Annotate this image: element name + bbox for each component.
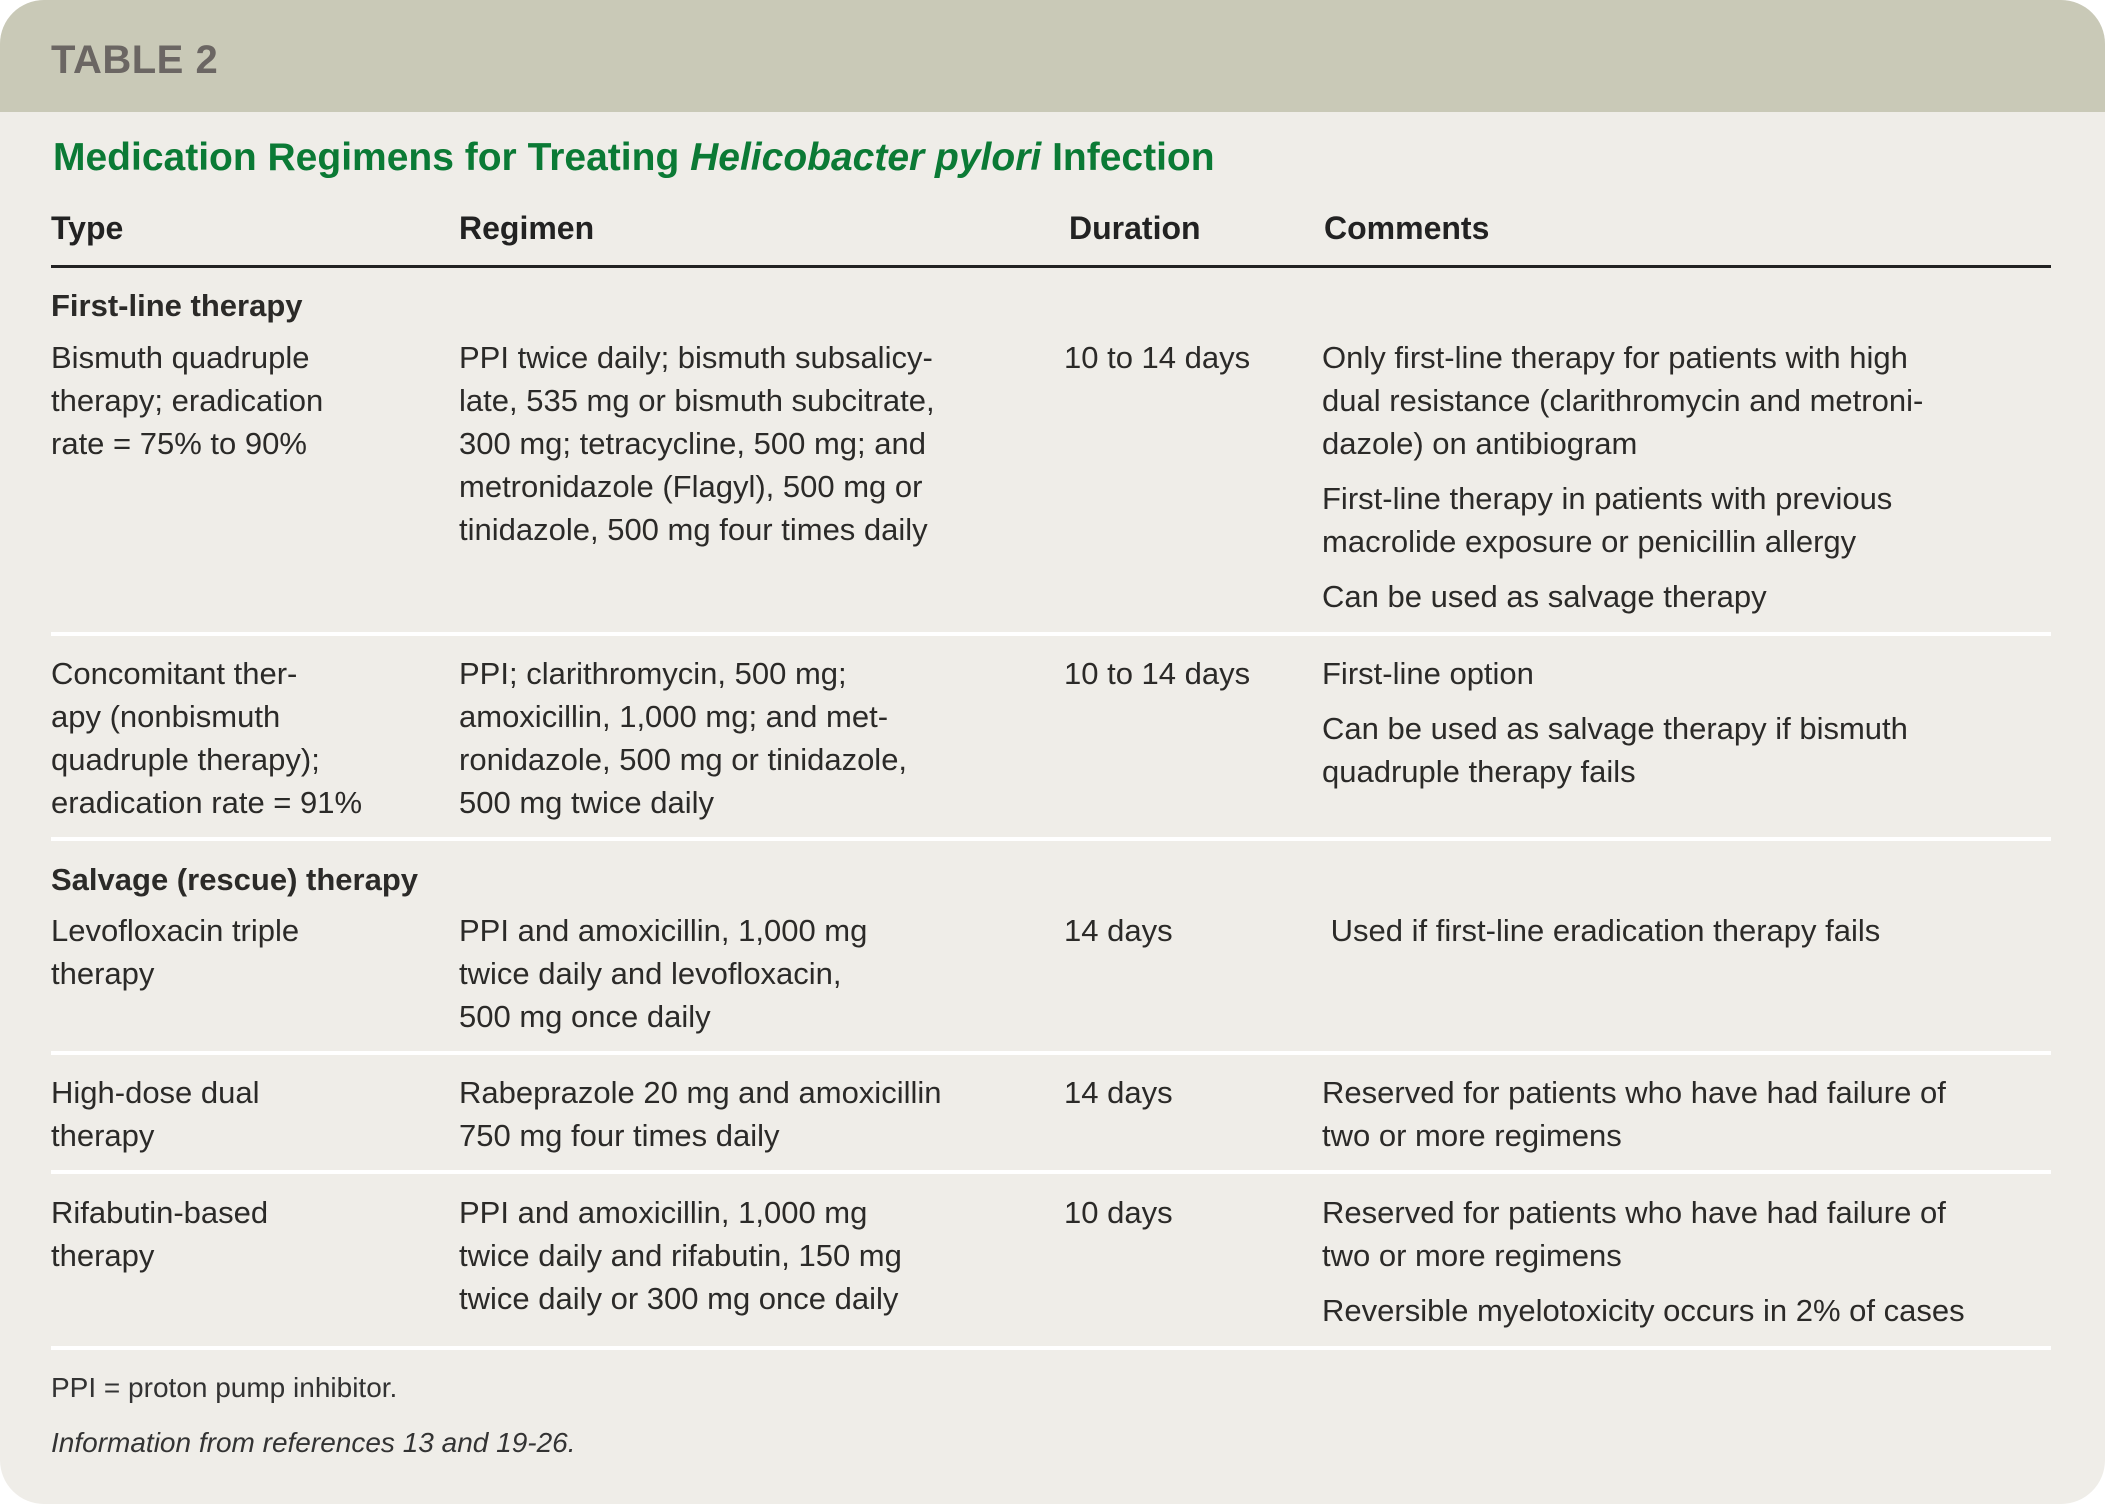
cell-comments bbox=[1322, 909, 1880, 952]
section-label: First-line therapy bbox=[51, 288, 303, 323]
row-divider bbox=[51, 632, 2051, 636]
text-line: therapy; eradication bbox=[51, 383, 324, 418]
text-line: eradication rate = 91% bbox=[51, 785, 363, 820]
cell-type bbox=[51, 1071, 260, 1157]
text-line: 14 days bbox=[1064, 913, 1173, 948]
text-line: High-dose dual bbox=[51, 1075, 260, 1110]
comment-paragraph bbox=[1322, 1191, 1965, 1277]
text-line: dazole) on antibiogram bbox=[1322, 426, 1638, 461]
text-line: late, 535 mg or bismuth subcitrate, bbox=[459, 383, 935, 418]
text-line: twice daily and levofloxacin, bbox=[459, 956, 842, 991]
text-line: Only first-line therapy for patients with high bbox=[1322, 340, 1908, 375]
text-line: Reserved for patients who have had failure of bbox=[1322, 1075, 1946, 1110]
text-line: therapy bbox=[51, 956, 155, 991]
row-divider bbox=[51, 1346, 2051, 1350]
cell-type bbox=[51, 1191, 268, 1277]
text-line: two or more regimens bbox=[1322, 1118, 1622, 1153]
text-line: 500 mg once daily bbox=[459, 999, 711, 1034]
text-line: 10 days bbox=[1064, 1195, 1173, 1230]
column-header-type: Type bbox=[51, 210, 124, 246]
cell-type bbox=[51, 336, 323, 465]
text-line: amoxicillin, 1,000 mg; and met- bbox=[459, 699, 889, 734]
table-header-band bbox=[0, 0, 2105, 112]
text-line: First-line option bbox=[1322, 656, 1534, 691]
cell-comments bbox=[1322, 1071, 1946, 1157]
text-line: 500 mg twice daily bbox=[459, 785, 715, 820]
row-divider bbox=[51, 1051, 2051, 1055]
text-line: dual resistance (clarithromycin and metroni- bbox=[1322, 383, 1924, 418]
text-line: 14 days bbox=[1064, 1075, 1173, 1110]
text-line: Rabeprazole 20 mg and amoxicillin bbox=[459, 1075, 942, 1110]
footnote-abbreviation: PPI = proton pump inhibitor. bbox=[51, 1372, 398, 1403]
text-line: Used if first-line eradication therapy fails bbox=[1322, 913, 1881, 948]
comment-paragraph bbox=[1322, 336, 1923, 465]
text-line: 750 mg four times daily bbox=[459, 1118, 780, 1153]
cell-type bbox=[51, 909, 299, 995]
text-line: therapy bbox=[51, 1238, 155, 1273]
cell-regimen bbox=[459, 1191, 902, 1320]
cell-regimen bbox=[459, 1071, 941, 1157]
cell-comments bbox=[1322, 652, 1908, 793]
text-line: PPI; clarithromycin, 500 mg; bbox=[459, 656, 847, 691]
text-line: 10 to 14 days bbox=[1064, 656, 1251, 691]
comment-paragraph bbox=[1322, 1071, 1946, 1157]
text-line: Can be used as salvage therapy if bismuth bbox=[1322, 711, 1908, 746]
text-line: PPI and amoxicillin, 1,000 mg bbox=[459, 1195, 868, 1230]
text-line: PPI twice daily; bismuth subsalicy- bbox=[459, 340, 933, 375]
cell-regimen bbox=[459, 336, 935, 551]
text-line: 10 to 14 days bbox=[1064, 340, 1251, 375]
table-label: TABLE 2 bbox=[51, 38, 219, 82]
text-line: apy (nonbismuth bbox=[51, 699, 281, 734]
section-label: Salvage (rescue) therapy bbox=[51, 862, 419, 897]
comment-paragraph bbox=[1322, 652, 1908, 695]
text-line: Reserved for patients who have had failure of bbox=[1322, 1195, 1946, 1230]
column-header-duration: Duration bbox=[1069, 210, 1201, 246]
text-line: Levofloxacin triple bbox=[51, 913, 300, 948]
text-line: 300 mg; tetracycline, 500 mg; and bbox=[459, 426, 926, 461]
cell-duration bbox=[1064, 909, 1173, 952]
text-line: quadruple therapy); bbox=[51, 742, 320, 777]
row-divider bbox=[51, 837, 2051, 841]
column-header-regimen: Regimen bbox=[459, 210, 595, 246]
text-line: therapy bbox=[51, 1118, 155, 1153]
comment-paragraph bbox=[1322, 575, 1923, 618]
text-line: rate = 75% to 90% bbox=[51, 426, 307, 461]
column-header-comments: Comments bbox=[1324, 210, 1490, 246]
text-line: twice daily or 300 mg once daily bbox=[459, 1281, 899, 1316]
comment-paragraph bbox=[1322, 477, 1923, 563]
cell-comments bbox=[1322, 336, 1923, 618]
text-line: Bismuth quadruple bbox=[51, 340, 310, 375]
text-line: PPI and amoxicillin, 1,000 mg bbox=[459, 913, 868, 948]
text-line: Concomitant ther- bbox=[51, 656, 298, 691]
cell-duration bbox=[1064, 1191, 1173, 1234]
text-line: two or more regimens bbox=[1322, 1238, 1622, 1273]
comment-paragraph bbox=[1322, 1289, 1965, 1332]
cell-duration bbox=[1064, 652, 1250, 695]
cell-regimen bbox=[459, 909, 867, 1038]
text-line: Can be used as salvage therapy bbox=[1322, 579, 1767, 614]
table-title bbox=[53, 136, 1215, 180]
title-italic: Helicobacter pylori bbox=[690, 136, 1042, 179]
header-rule bbox=[51, 265, 2051, 268]
cell-duration bbox=[1064, 336, 1250, 379]
text-line: Rifabutin-based bbox=[51, 1195, 269, 1230]
title-text: Medication Regimens for Treating bbox=[53, 136, 691, 179]
comment-paragraph bbox=[1322, 707, 1908, 793]
text-line: quadruple therapy fails bbox=[1322, 754, 1636, 789]
text-line: First-line therapy in patients with previous bbox=[1322, 481, 1893, 516]
title-text-end: Infection bbox=[1041, 136, 1215, 179]
row-divider bbox=[51, 1170, 2051, 1174]
cell-duration bbox=[1064, 1071, 1173, 1114]
text-line: metronidazole (Flagyl), 500 mg or bbox=[459, 469, 923, 504]
cell-comments bbox=[1322, 1191, 1965, 1332]
text-line: Reversible myelotoxicity occurs in 2% of cases bbox=[1322, 1293, 1965, 1328]
text-line: ronidazole, 500 mg or tinidazole, bbox=[459, 742, 908, 777]
text-line: tinidazole, 500 mg four times daily bbox=[459, 512, 928, 547]
cell-type bbox=[51, 652, 362, 824]
text-line: macrolide exposure or penicillin allergy bbox=[1322, 524, 1857, 559]
footnote-source: Information from references 13 and 19-26. bbox=[51, 1427, 576, 1458]
cell-regimen bbox=[459, 652, 907, 824]
text-line: twice daily and rifabutin, 150 mg bbox=[459, 1238, 902, 1273]
comment-paragraph bbox=[1322, 909, 1880, 952]
